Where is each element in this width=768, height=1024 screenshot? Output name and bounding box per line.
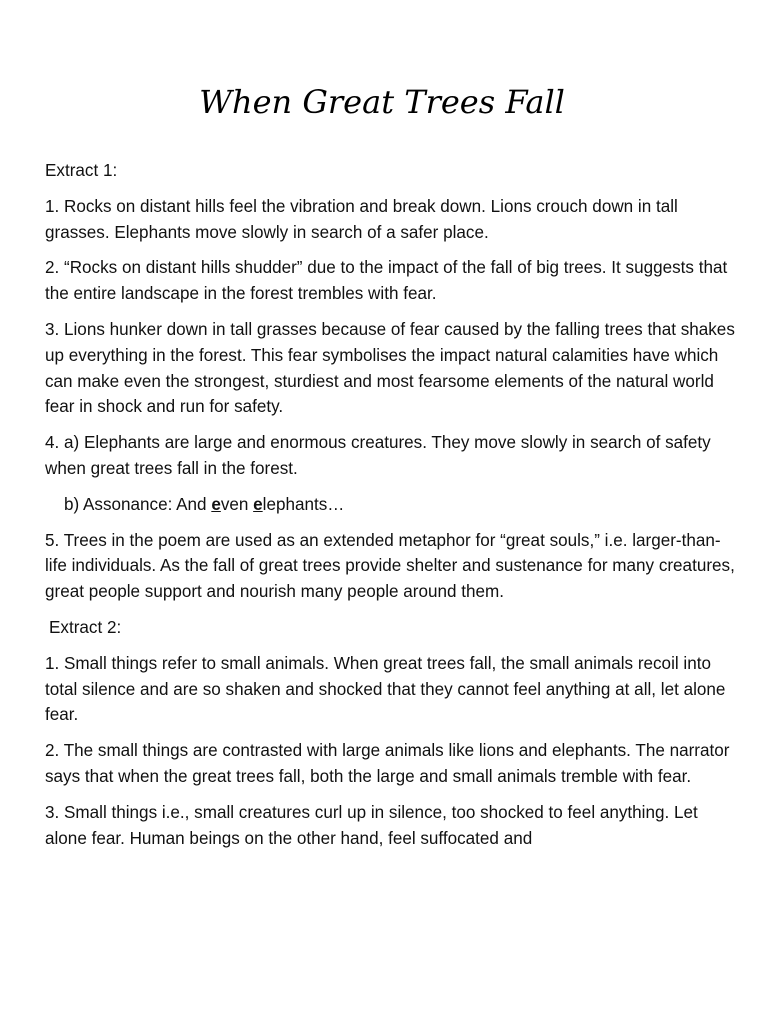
assonance-letter-1: e xyxy=(211,494,221,514)
extract-2-answer-1: 1. Small things refer to small animals. When great trees fall, the small animals recoil into total silence and are so shaken and shocked that they cannot feel anything at all, let alone fear. xyxy=(45,653,726,725)
answer-4b-prefix: b) Assonance: And xyxy=(64,494,212,514)
extract-1-answer-5: 5. Trees in the poem are used as an extended metaphor for “great souls,” i.e. larger-than-life individuals. As the fall of great trees provide shelter and sustenance for many creatures, great people support and nourish many people around them. xyxy=(45,530,735,602)
document-body xyxy=(45,158,735,861)
extract-1-answer-1: 1. Rocks on distant hills feel the vibration and break down. Lions crouch down in tall grasses. Elephants move slowly in search of a safer place. xyxy=(45,196,678,242)
assonance-letter-2: e xyxy=(253,494,263,514)
document-title: When Great Trees Fall xyxy=(199,83,565,121)
extract-2-answer-3: 3. Small things i.e., small creatures curl up in silence, too shocked to feel anything. Let alone fear. Human beings on the other hand, feel suffocated and xyxy=(45,802,698,848)
extract-1-answer-4b xyxy=(45,492,735,518)
extract-2-answer-2: 2. The small things are contrasted with large animals like lions and elephants. The narrator says that when the great trees fall, both the large and small animals tremble with fear. xyxy=(45,741,730,786)
extract-1-answer-4a: 4. a) Elephants are large and enormous creatures. They move slowly in search of safety when great trees fall in the forest. xyxy=(45,433,711,478)
extract-1-answer-2: 2. “Rocks on distant hills shudder” due to the impact of the fall of big trees. It suggests that the entire landscape in the forest trembles with fear. xyxy=(45,258,728,304)
extract-2-heading: Extract 2: xyxy=(49,617,122,637)
extract-1-heading: Extract 1: xyxy=(45,161,118,180)
answer-4b-mid: ven xyxy=(220,494,254,514)
extract-1-answer-3: 3. Lions hunker down in tall grasses because of fear caused by the falling trees that shakes up everything in the forest. This fear symbolises the impact natural calamities have which can make even the strongest, sturdiest and most fearsome elements of the natural world fear in shock and run for safety. xyxy=(45,319,735,417)
answer-4b-suffix: lephants… xyxy=(262,494,345,514)
